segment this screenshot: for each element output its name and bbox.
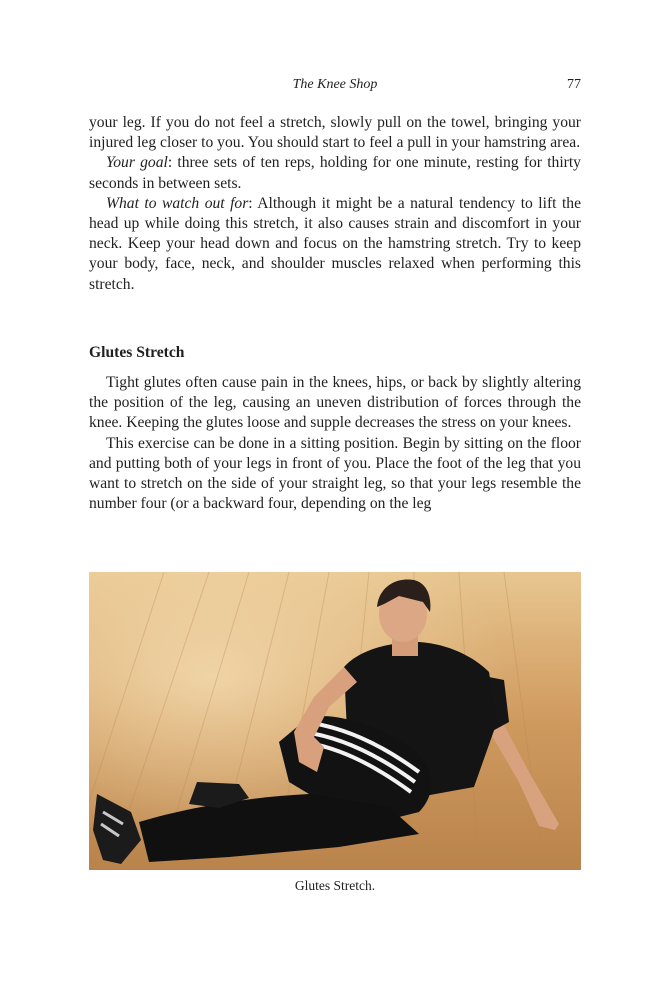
figure-caption: Glutes Stretch. xyxy=(294,878,376,893)
paragraph-watch-out xyxy=(89,194,581,295)
page-header xyxy=(89,77,581,97)
page-number: 77 xyxy=(567,77,581,92)
watch-out-label: What to watch out for xyxy=(106,194,249,212)
paragraph-goal xyxy=(89,153,581,193)
watch-out-text: : Although it might be a natural tendency to lift the head up while doing this stretch, it also causes strain and discomfort in your neck. Keep your head down and focus on the hamstring stretch. Try to keep your body, face, neck, and shoulder muscles relaxed when performing this stretch. xyxy=(89,194,581,293)
goal-label: Your goal xyxy=(106,154,168,172)
paragraph-instructions: This exercise can be done in a sitting position. Begin by sitting on the floor and putting both of your legs in front of you. Place the foot of the leg that you want to stretch on the side of your straight leg, so that your legs resemble the number four (or a backward four, depending on the leg xyxy=(89,434,581,513)
paragraph-continuation: your leg. If you do not feel a stretch, slowly pull on the towel, bringing your injured leg closer to you. You should start to feel a pull in your hamstring area. xyxy=(89,114,581,152)
goal-text: : three sets of ten reps, holding for one minute, resting for thirty seconds in between sets. xyxy=(89,154,581,192)
photo-illustration xyxy=(89,572,581,870)
glutes-stretch-photo xyxy=(89,572,581,870)
glutes-stretch-body xyxy=(89,373,581,514)
section-heading: Glutes Stretch xyxy=(89,344,185,361)
running-head: The Knee Shop xyxy=(292,77,378,92)
hamstring-stretch-continuation xyxy=(89,113,581,295)
paragraph-intro: Tight glutes often cause pain in the knees, hips, or back by slightly altering the position of the leg, causing an uneven distribution of forces through the knee. Keeping the glutes loose and supple decreases the stress on your knees. xyxy=(89,374,581,432)
